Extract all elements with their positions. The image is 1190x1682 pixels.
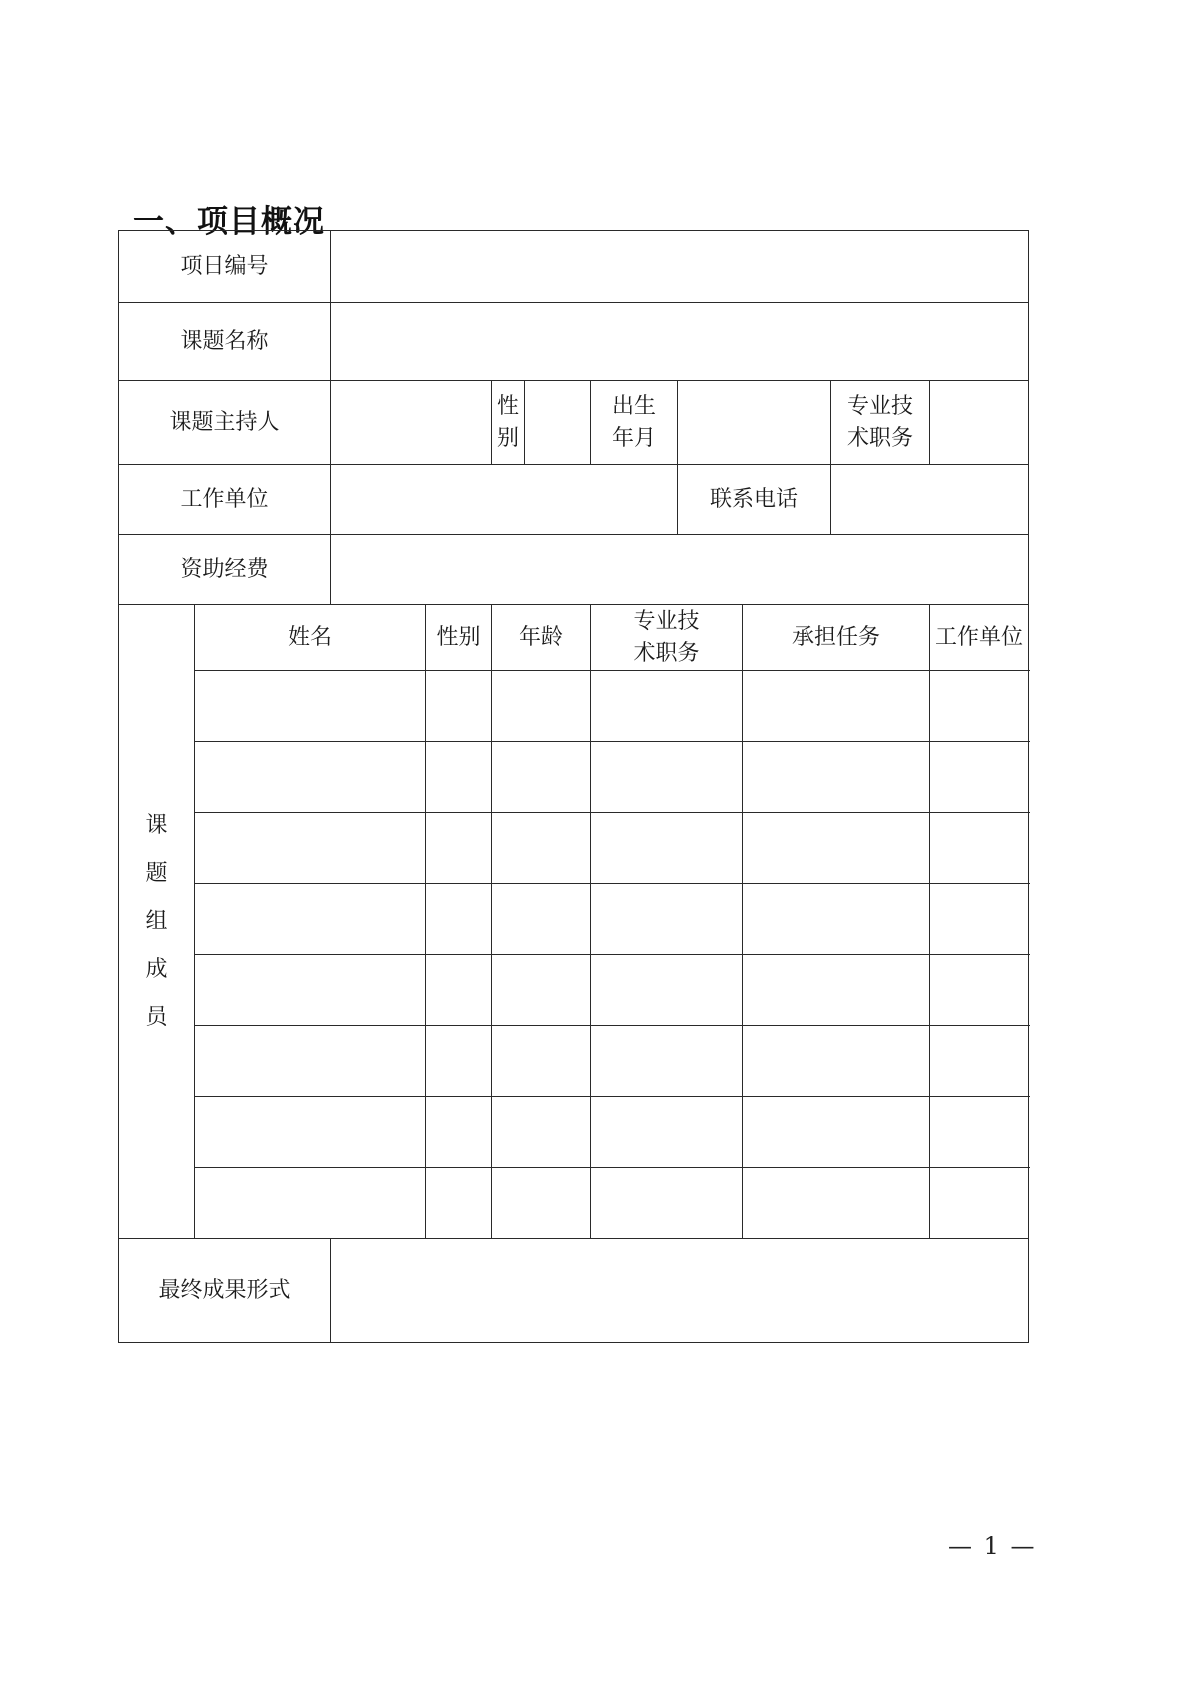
- host-gender-field[interactable]: [525, 381, 591, 465]
- member-unit-cell[interactable]: [930, 884, 1029, 955]
- members-side-label-char: 成: [145, 956, 168, 982]
- members-header-row: [119, 605, 1029, 671]
- funding-field[interactable]: [331, 535, 1029, 605]
- host-title-label-line-1: 专业技: [847, 393, 914, 419]
- member-gender-cell[interactable]: [426, 1168, 492, 1239]
- header-unit: 工作单位: [930, 605, 1029, 671]
- member-name-cell[interactable]: [195, 955, 426, 1026]
- members-side-label-char: 员: [145, 1004, 168, 1030]
- member-task-cell[interactable]: [743, 1168, 930, 1239]
- project-number-field[interactable]: [331, 231, 1029, 303]
- member-task-cell[interactable]: [743, 1026, 930, 1097]
- member-unit-cell[interactable]: [930, 742, 1029, 813]
- member-age-cell[interactable]: [492, 671, 591, 742]
- topic-name-field[interactable]: [331, 303, 1029, 381]
- project-overview-table: [118, 230, 1029, 1343]
- member-row: [119, 742, 1029, 813]
- members-side-label-char: 课: [145, 812, 168, 838]
- final-result-field[interactable]: [331, 1239, 1029, 1343]
- member-name-cell[interactable]: [195, 1168, 426, 1239]
- member-unit-cell[interactable]: [930, 955, 1029, 1026]
- member-age-cell[interactable]: [492, 955, 591, 1026]
- member-age-cell[interactable]: [492, 884, 591, 955]
- member-row: [119, 884, 1029, 955]
- page-number: — 1 —: [948, 1532, 1037, 1560]
- member-task-cell[interactable]: [743, 884, 930, 955]
- member-row: [119, 1026, 1029, 1097]
- work-unit-row: [119, 465, 1029, 535]
- member-row: [119, 1097, 1029, 1168]
- member-unit-cell[interactable]: [930, 671, 1029, 742]
- member-unit-cell[interactable]: [930, 1026, 1029, 1097]
- member-gender-cell[interactable]: [426, 671, 492, 742]
- member-row: [119, 1168, 1029, 1239]
- member-name-cell[interactable]: [195, 1026, 426, 1097]
- funding-label: 资助经费: [119, 535, 331, 605]
- member-gender-cell[interactable]: [426, 813, 492, 884]
- host-title-field[interactable]: [930, 381, 1029, 465]
- host-birth-label-line-2: 年月: [612, 425, 657, 451]
- host-birth-field[interactable]: [678, 381, 831, 465]
- member-name-cell[interactable]: [195, 813, 426, 884]
- member-name-cell[interactable]: [195, 1097, 426, 1168]
- member-title-cell[interactable]: [591, 742, 743, 813]
- host-title-label: [831, 381, 930, 465]
- member-gender-cell[interactable]: [426, 1026, 492, 1097]
- topic-name-row: [119, 303, 1029, 381]
- member-gender-cell[interactable]: [426, 955, 492, 1026]
- project-number-row: [119, 231, 1029, 303]
- topic-name-label: 课题名称: [119, 303, 331, 381]
- members-side-label: [119, 605, 195, 1239]
- member-row: [119, 671, 1029, 742]
- member-age-cell[interactable]: [492, 1168, 591, 1239]
- header-title-line-1: 专业技: [633, 608, 700, 634]
- member-title-cell[interactable]: [591, 955, 743, 1026]
- host-label: 课题主持人: [119, 381, 331, 465]
- member-row: [119, 955, 1029, 1026]
- member-name-cell[interactable]: [195, 884, 426, 955]
- members-side-label-char: 题: [145, 860, 168, 886]
- member-task-cell[interactable]: [743, 955, 930, 1026]
- member-title-cell[interactable]: [591, 1097, 743, 1168]
- member-unit-cell[interactable]: [930, 1168, 1029, 1239]
- host-row: [119, 381, 1029, 465]
- phone-field[interactable]: [831, 465, 1029, 535]
- member-task-cell[interactable]: [743, 671, 930, 742]
- member-gender-cell[interactable]: [426, 742, 492, 813]
- member-age-cell[interactable]: [492, 1026, 591, 1097]
- host-gender-label: 性别: [492, 381, 525, 465]
- funding-row: [119, 535, 1029, 605]
- member-name-cell[interactable]: [195, 742, 426, 813]
- work-unit-field[interactable]: [331, 465, 678, 535]
- member-task-cell[interactable]: [743, 742, 930, 813]
- member-title-cell[interactable]: [591, 1168, 743, 1239]
- member-title-cell[interactable]: [591, 884, 743, 955]
- member-age-cell[interactable]: [492, 813, 591, 884]
- member-unit-cell[interactable]: [930, 813, 1029, 884]
- header-task: 承担任务: [743, 605, 930, 671]
- header-name: 姓名: [195, 605, 426, 671]
- member-name-cell[interactable]: [195, 671, 426, 742]
- member-unit-cell[interactable]: [930, 1097, 1029, 1168]
- member-row: [119, 813, 1029, 884]
- final-result-label: 最终成果形式: [119, 1239, 331, 1343]
- member-gender-cell[interactable]: [426, 884, 492, 955]
- member-title-cell[interactable]: [591, 1026, 743, 1097]
- section-title: 一、项目概况: [133, 204, 325, 240]
- host-birth-label-line-1: 出生: [612, 393, 657, 419]
- member-age-cell[interactable]: [492, 1097, 591, 1168]
- phone-label: 联系电话: [678, 465, 831, 535]
- member-age-cell[interactable]: [492, 742, 591, 813]
- header-title-line-2: 术职务: [633, 640, 700, 666]
- member-task-cell[interactable]: [743, 1097, 930, 1168]
- host-title-label-line-2: 术职务: [847, 425, 914, 451]
- header-age: 年龄: [492, 605, 591, 671]
- member-gender-cell[interactable]: [426, 1097, 492, 1168]
- project-number-label: 项日编号: [119, 231, 331, 303]
- host-birth-label: [591, 381, 678, 465]
- member-task-cell[interactable]: [743, 813, 930, 884]
- members-side-label-char: 组: [145, 908, 168, 934]
- host-field[interactable]: [331, 381, 492, 465]
- member-title-cell[interactable]: [591, 671, 743, 742]
- header-gender: 性别: [426, 605, 492, 671]
- final-result-row: [119, 1239, 1029, 1343]
- member-title-cell[interactable]: [591, 813, 743, 884]
- header-title: [591, 605, 743, 671]
- work-unit-label: 工作单位: [119, 465, 331, 535]
